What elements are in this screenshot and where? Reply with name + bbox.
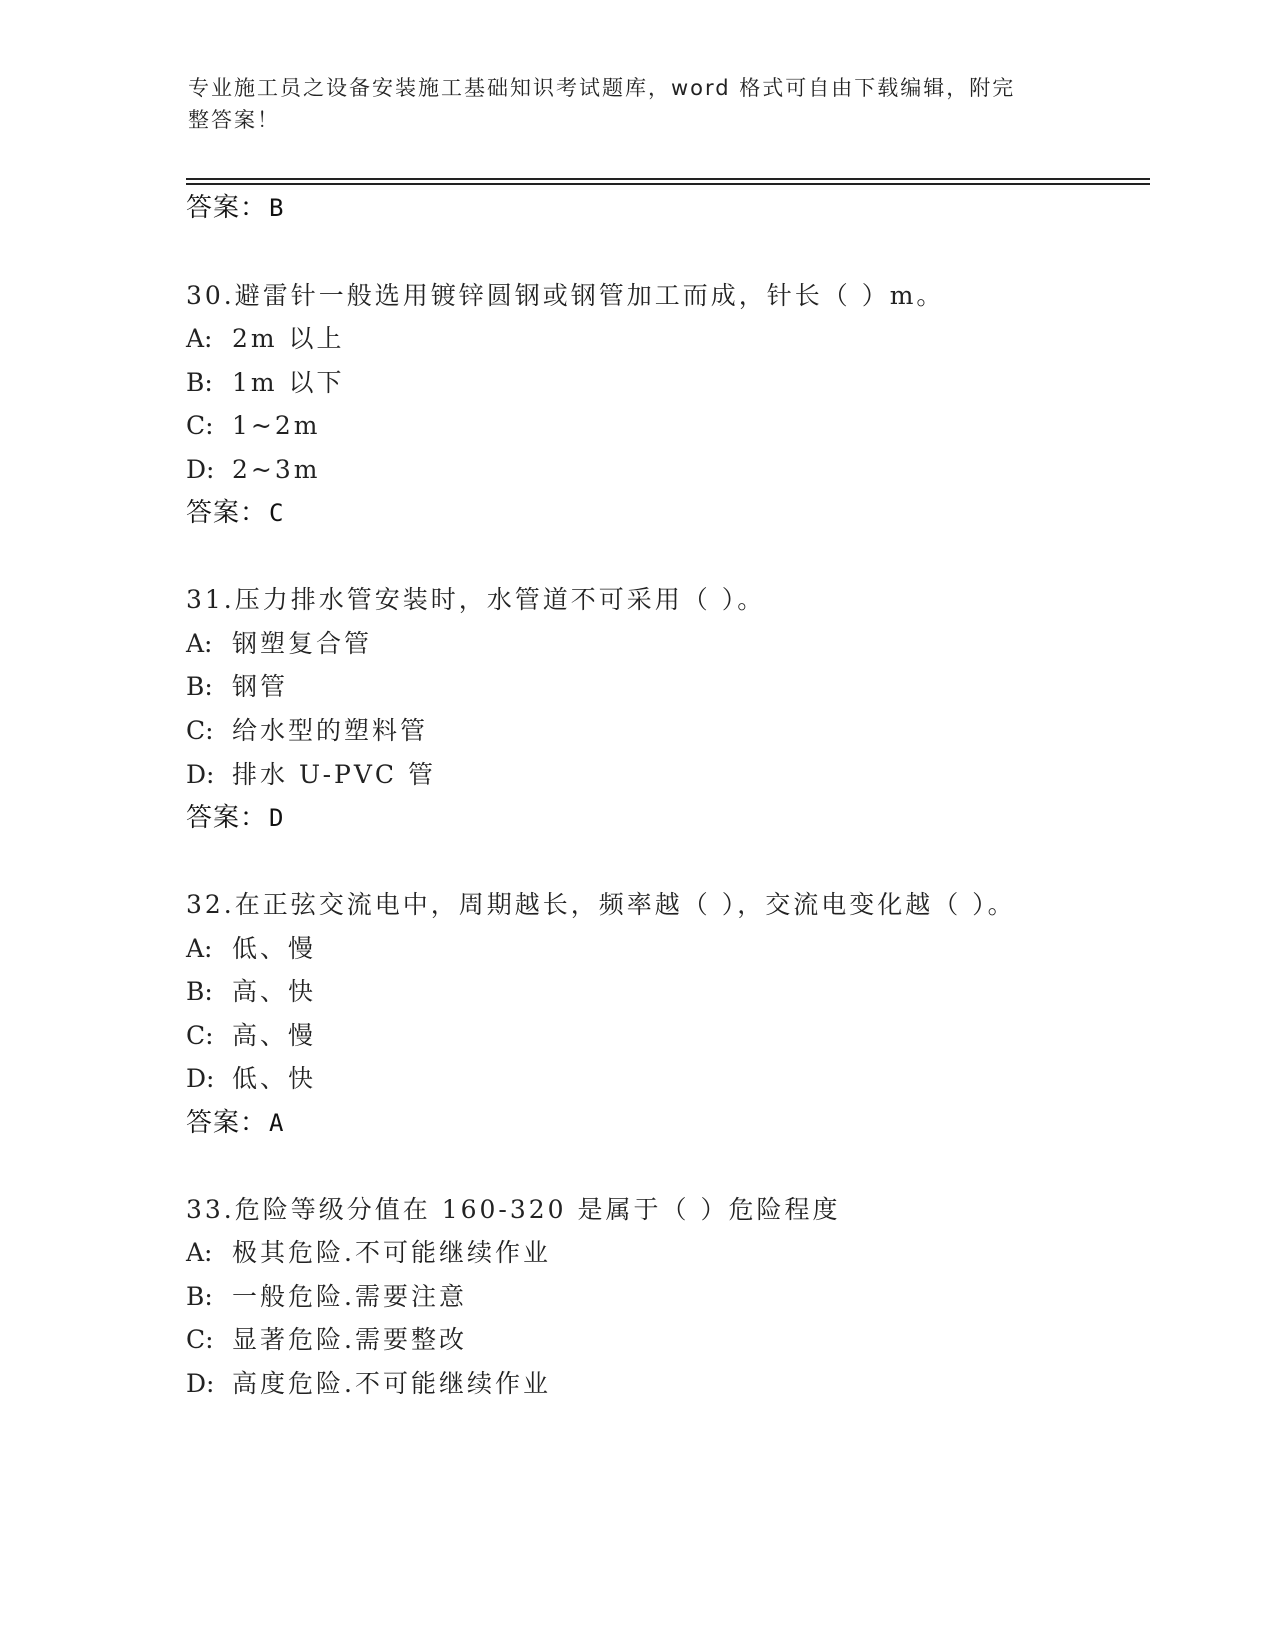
option-item	[186, 1062, 316, 1096]
option-item	[186, 366, 345, 400]
option-text: 1~2m	[232, 411, 321, 440]
option-text: 1m 以下	[232, 368, 345, 397]
option-text: 低、快	[232, 1064, 317, 1093]
answer-label: 答案：	[186, 1108, 268, 1138]
question-answer	[186, 496, 284, 530]
option-item	[186, 1367, 551, 1401]
option-text: 低、慢	[232, 934, 317, 963]
option-item	[186, 714, 428, 748]
option-item	[186, 627, 372, 661]
question-stem: 30.避雷针一般选用镀锌圆钢或钢管加工而成，针长（ ）m。	[186, 281, 945, 310]
option-key: D:	[186, 1369, 215, 1398]
header-title-line-1: 专业施工员之设备安装施工基础知识考试题库，word 格式可自由下载编辑，附完	[188, 76, 1016, 100]
question-answer	[186, 1106, 284, 1140]
answer-value: B	[269, 194, 285, 222]
option-key: D:	[186, 1064, 215, 1093]
option-key: B:	[186, 672, 213, 701]
option-key: A:	[186, 629, 213, 658]
option-item	[186, 932, 316, 966]
option-key: B:	[186, 368, 213, 397]
answer-label: 答案：	[186, 193, 268, 223]
option-text: 2m 以上	[232, 324, 345, 353]
option-text: 钢管	[232, 672, 289, 701]
option-key: A:	[186, 1238, 213, 1267]
option-key: A:	[186, 934, 213, 963]
option-key: C:	[186, 1325, 214, 1354]
header-divider-bottom	[186, 183, 1150, 185]
option-text: 高、慢	[232, 1021, 317, 1050]
question-stem: 31.压力排水管安装时，水管道不可采用（ ）。	[186, 585, 766, 614]
option-key: A:	[186, 324, 213, 353]
option-text: 显著危险.需要整改	[232, 1325, 467, 1354]
answer-label: 答案：	[186, 803, 268, 833]
option-item	[186, 670, 288, 704]
option-key: C:	[186, 716, 214, 745]
answer-label: 答案：	[186, 498, 268, 528]
option-item	[186, 1323, 467, 1357]
option-text: 给水型的塑料管	[232, 716, 429, 745]
option-key: C:	[186, 1021, 214, 1050]
option-text: 高度危险.不可能继续作业	[232, 1369, 551, 1398]
option-key: D:	[186, 455, 215, 484]
option-key: B:	[186, 977, 213, 1006]
option-text: 排水 U-PVC 管	[232, 760, 436, 789]
option-item	[186, 1280, 467, 1314]
question-stem: 33.危险等级分值在 160-320 是属于（ ）危险程度	[186, 1195, 841, 1224]
document-header	[188, 72, 1088, 136]
question-answer	[186, 801, 284, 835]
option-item	[186, 1236, 551, 1270]
option-item	[186, 409, 320, 443]
option-item	[186, 758, 436, 792]
option-text: 高、快	[232, 977, 317, 1006]
answer-value: C	[269, 499, 285, 527]
header-title-line-2: 整答案！	[188, 108, 280, 132]
option-key: D:	[186, 760, 215, 789]
option-text: 2~3m	[232, 455, 321, 484]
option-text: 钢塑复合管	[232, 629, 373, 658]
option-text: 极其危险.不可能继续作业	[232, 1238, 551, 1267]
option-text: 一般危险.需要注意	[232, 1282, 467, 1311]
option-item	[186, 322, 345, 356]
option-item	[186, 975, 316, 1009]
header-divider-top	[186, 178, 1150, 180]
answer-value: D	[269, 804, 285, 832]
option-key: B:	[186, 1282, 213, 1311]
question-stem: 32.在正弦交流电中，周期越长，频率越（ ），交流电变化越（ ）。	[186, 890, 1016, 919]
option-key: C:	[186, 411, 214, 440]
option-item	[186, 453, 320, 487]
previous-answer	[186, 191, 284, 225]
answer-value: A	[269, 1109, 285, 1137]
option-item	[186, 1019, 316, 1053]
